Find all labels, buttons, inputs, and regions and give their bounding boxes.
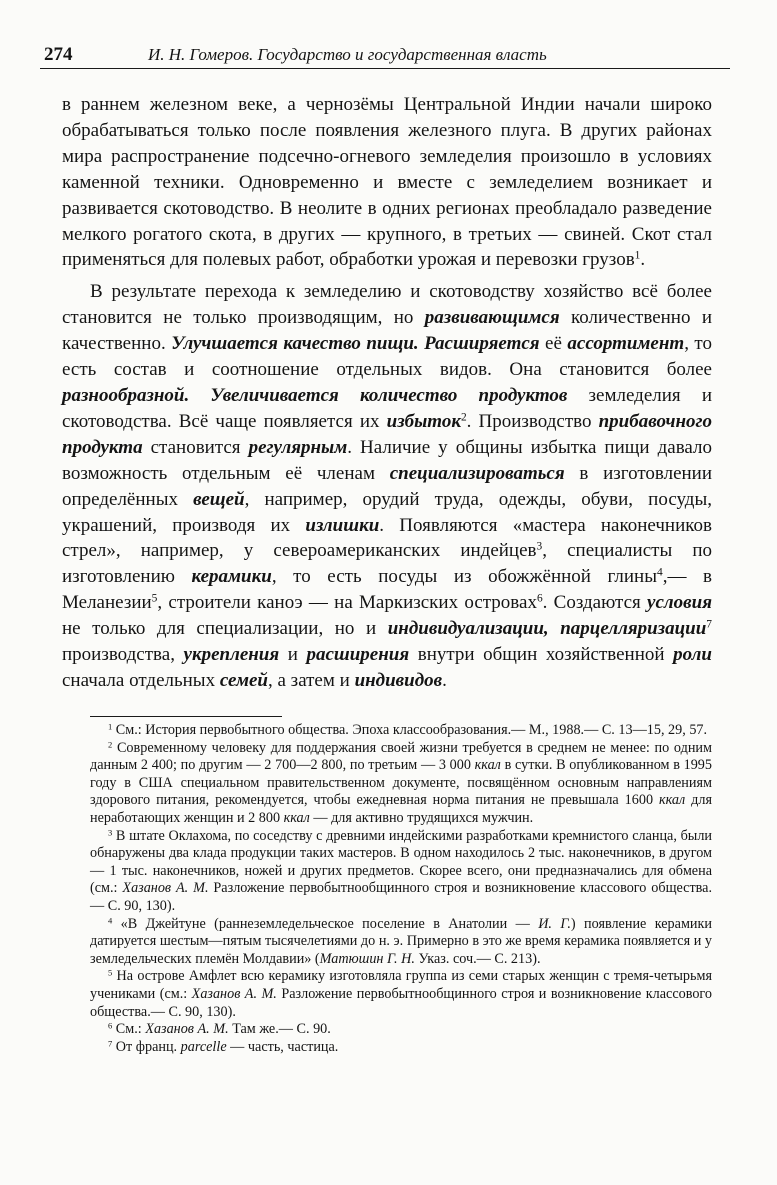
paragraph-2 bbox=[62, 279, 712, 694]
author-name: Хазанов А. М. bbox=[191, 985, 277, 1002]
running-head: И. Н. Гомеров. Государство и государственная власть bbox=[148, 45, 547, 64]
footnote-ref: 1 bbox=[634, 250, 641, 263]
footnote-text: Разложение первобытнообщинного строя и возникновение классового общества.— С. 90, 130). bbox=[90, 985, 712, 1020]
emphasis: условия bbox=[647, 592, 712, 614]
text-span: , например, орудий труда, одежды, обуви, посуды, украшений, производя их bbox=[62, 488, 712, 536]
text-span: , строители каноэ — на Маркизских островах bbox=[157, 592, 537, 614]
text-span: в изготовлении определённых bbox=[62, 462, 713, 510]
page-number: 274 bbox=[44, 44, 73, 65]
emphasis: керамики bbox=[191, 566, 272, 588]
text-span: . bbox=[640, 249, 646, 271]
text-span: В результате перехода к земледелию и скотоводству хозяйство всё более становится не только производящим, но bbox=[62, 281, 712, 329]
unit-kcal: ккал bbox=[283, 809, 310, 826]
text-span: и bbox=[279, 644, 307, 666]
text-span: в раннем железном веке, а чернозёмы Центральной Индии начали широко обрабатываться только после появления железного плуга. В других районах мира распространение подсечно-огневого земледелия произошло в условиях каменной техники. Одновременно и вместе с земледелием возникает и развивается скотоводство. В неолите в одних регионах преобладало разведение мелкого рогатого скота, в других — крупного, в третьих — свиней. Скот стал применяться для полевых работ, обработки урожая и перевозки грузов bbox=[62, 94, 712, 271]
footnotes bbox=[90, 722, 712, 1056]
footnote-4 bbox=[90, 916, 712, 969]
emphasis: разнообразной. Увеличивается количество продуктов bbox=[62, 384, 568, 406]
emphasis: регулярным bbox=[248, 436, 348, 458]
emphasis: развивающимся bbox=[424, 307, 560, 329]
footnote-ref: 2 bbox=[460, 411, 467, 424]
footnote-text: для неработающих женщин и 2 800 bbox=[90, 792, 712, 826]
footnote-text: Указ. соч.— С. 213). bbox=[414, 950, 541, 967]
text-span: , а затем и bbox=[268, 669, 355, 691]
emphasis: индивидов bbox=[354, 669, 443, 691]
footnote-text: На острове Амфлет всю керамику изготовляла группа из семи старых женщин с тремя-четырьмя учениками (см.: bbox=[90, 968, 712, 1002]
footnote-text: Там же.— С. 90. bbox=[228, 1021, 331, 1038]
footnote-ref: 3 bbox=[536, 541, 543, 554]
footnote-number: 4 bbox=[108, 914, 113, 925]
footnote-text: — для активно трудящихся мужчин. bbox=[309, 809, 534, 826]
footnote-number: 7 bbox=[108, 1038, 113, 1049]
footnote-7 bbox=[90, 1039, 712, 1057]
unit-kcal: ккал bbox=[659, 792, 686, 809]
footnote-text: в сутки. В опубликованном в 1995 году в США специальном правительственном документе, посвящённом основным направлениям здорового питания, рекомендуется, чтобы ежедневная норма питания не превышала 1600 bbox=[90, 757, 712, 809]
text-span: , специалисты по изготовлению bbox=[62, 540, 712, 588]
footnote-text: Современному человеку для поддержания своей жизни требуется в среднем не менее: по одним данным 2 400; по другим — 2 700—2 800, по третьим — 3 000 bbox=[90, 739, 712, 774]
footnote-ref: 7 bbox=[706, 618, 712, 631]
emphasis: Улучшается качество пищи. Расширяется bbox=[171, 333, 540, 355]
page-header bbox=[40, 38, 730, 69]
author-name: Хазанов А. М. bbox=[122, 880, 209, 897]
footnote-text: В штате Оклахома, по соседству с древними индейскими разработками кремнистого сланца, были обнаружены два клада продукции таких мастеров. В одном находилось 2 тыс. наконечников, в другом — 1 тыс. наконечников, ножей и других предметов. Скорее всего, они предназначались для обмена (см.: bbox=[90, 827, 712, 897]
footnote-3 bbox=[90, 828, 712, 916]
text-span: становится bbox=[142, 436, 249, 458]
footnote-number: 3 bbox=[108, 826, 113, 837]
footnote-divider bbox=[90, 716, 282, 717]
footnote-text: Разложение первобытнообщинного строя и возникновение классового общества.— С. 90, 130). bbox=[90, 880, 712, 914]
author-initials: И. Г. bbox=[538, 915, 571, 932]
emphasis: семей bbox=[219, 669, 268, 691]
footnote-1 bbox=[90, 722, 712, 740]
footnote-ref: 4 bbox=[656, 567, 663, 580]
text-span: сначала отдельных bbox=[62, 669, 220, 691]
text-span: её bbox=[539, 333, 568, 355]
emphasis: расширения bbox=[306, 644, 410, 666]
emphasis: индивидуализации, парцелляризации bbox=[387, 618, 707, 640]
footnote-text: «В Джейтуне (раннеземледельческое поселение в Анатолии — bbox=[112, 915, 539, 932]
footnote-number: 1 bbox=[108, 721, 113, 732]
emphasis: роли bbox=[673, 644, 712, 666]
text-span: не только для специализации, но и bbox=[62, 618, 388, 640]
footnote-5 bbox=[90, 968, 712, 1021]
emphasis: избыток bbox=[386, 410, 461, 432]
text-span: . Наличие у общины избытка пищи давало возможность отдельным её членам bbox=[62, 436, 712, 484]
footnote-ref: 6 bbox=[536, 592, 543, 605]
paragraph-1 bbox=[62, 92, 712, 273]
text-span: внутри общин хозяйственной bbox=[409, 644, 674, 666]
footnote-text: См.: История первобытного общества. Эпоха классообразования.— М., 1988.— С. 13—15, 29, 57. bbox=[112, 722, 708, 738]
footnote-text: См.: bbox=[112, 1021, 146, 1038]
emphasis: специализироваться bbox=[389, 462, 565, 484]
footnote-text: — часть, частица. bbox=[226, 1038, 339, 1055]
emphasis: прибавочного продукта bbox=[62, 410, 713, 458]
text-span: . Появляются «мастера наконечников стрел», например, у североамериканских индейцев bbox=[62, 514, 712, 562]
footnote-number: 6 bbox=[108, 1020, 113, 1031]
footnote-text: От франц. bbox=[112, 1038, 181, 1055]
main-text bbox=[62, 92, 712, 694]
footnote-6 bbox=[90, 1021, 712, 1039]
emphasis: укрепления bbox=[183, 644, 280, 666]
emphasis: вещей bbox=[193, 488, 245, 510]
emphasis: излишки bbox=[305, 514, 380, 536]
footnote-number: 5 bbox=[108, 967, 113, 978]
text-span: производства, bbox=[62, 644, 184, 666]
footnote-number: 2 bbox=[108, 738, 113, 749]
text-span: количественно и качественно. bbox=[62, 307, 712, 355]
text-span: , то есть состав и соотношение отдельных видов. Она становится более bbox=[62, 333, 712, 381]
text-span: ,— в Меланезии bbox=[62, 566, 712, 614]
footnote-2 bbox=[90, 740, 712, 828]
footnote-ref: 5 bbox=[151, 592, 158, 605]
footnote-text: ) появление керамики датируется шестым—пятым тысячелетиями до н. э. Примерно в это же время керамика появляется и у земледельческих племён Молдавии» ( bbox=[90, 915, 713, 967]
text-span: , то есть посуды из обожжённой глины bbox=[271, 566, 657, 588]
text-span: земледелия и скотоводства. Всё чаще появляется их bbox=[62, 384, 712, 432]
unit-kcal: ккал bbox=[474, 757, 501, 774]
foreign-word: parcelle bbox=[180, 1038, 227, 1055]
text-span: . bbox=[442, 669, 447, 691]
text-span: . Производство bbox=[466, 410, 599, 432]
author-name: Хазанов А. М. bbox=[145, 1021, 229, 1038]
text-span: . Создаются bbox=[542, 592, 648, 614]
author-name: Матюшин Г. Н. bbox=[319, 950, 415, 967]
emphasis: ассортимент bbox=[567, 333, 685, 355]
